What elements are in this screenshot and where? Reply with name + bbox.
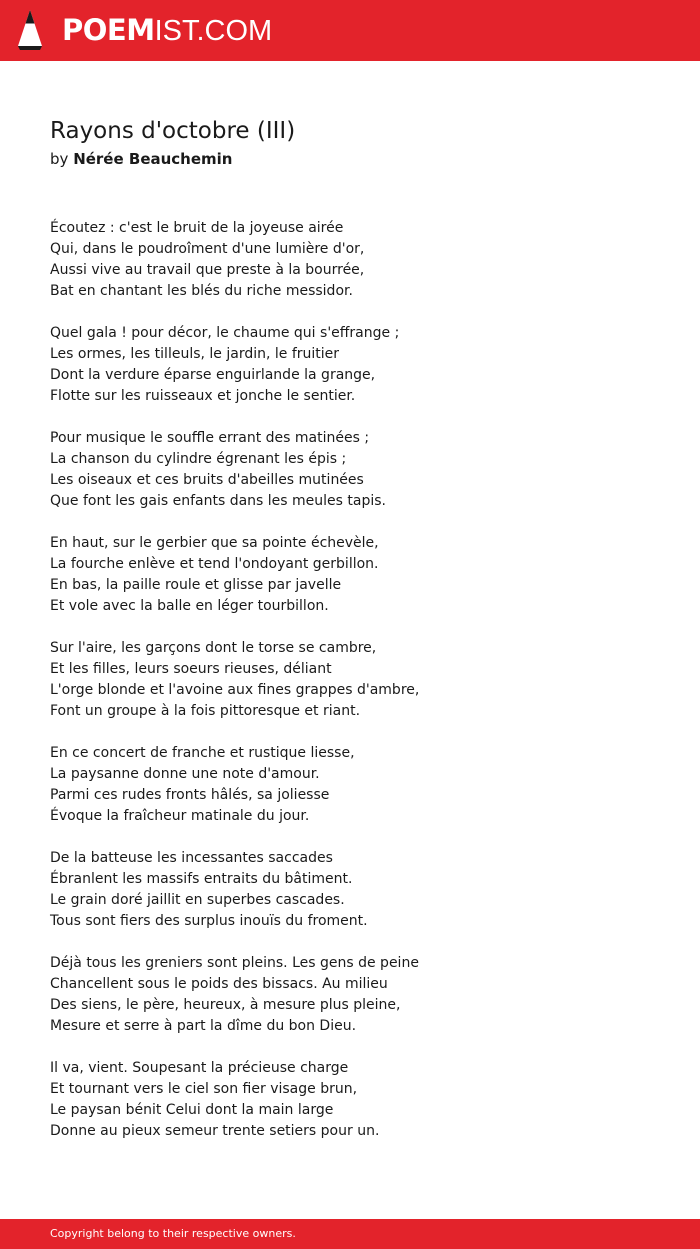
poem-body bbox=[50, 218, 650, 1163]
poem-line: Mesure et serre à part la dîme du bon Dieu. bbox=[50, 1018, 357, 1034]
poem-line: Et tournant vers le ciel son fier visage brun, bbox=[50, 1081, 358, 1097]
copyright-text: Copyright belong to their respective owners. bbox=[50, 1227, 296, 1240]
poem-line: Chancellent sous le poids des bissacs. Au milieu bbox=[50, 976, 388, 992]
poem-line: Ébranlent les massifs entraits du bâtiment. bbox=[50, 871, 353, 887]
poem-line: Et les filles, leurs soeurs rieuses, déliant bbox=[50, 661, 332, 677]
poem-line: Les ormes, les tilleuls, le jardin, le fruitier bbox=[50, 346, 340, 362]
poem-author: Nérée Beauchemin bbox=[73, 150, 233, 168]
site-logo[interactable] bbox=[62, 12, 272, 48]
poem-line: Bat en chantant les blés du riche messidor. bbox=[50, 283, 353, 299]
stanza bbox=[50, 848, 650, 932]
poem-line: Le paysan bénit Celui dont la main large bbox=[50, 1102, 334, 1118]
poem-title: Rayons d'octobre (III) bbox=[50, 118, 296, 144]
by-label: by bbox=[50, 150, 69, 168]
poem-line: Tous sont fiers des surplus inouïs du froment. bbox=[50, 913, 368, 929]
poem-line: Qui, dans le poudroîment d'une lumière d'or, bbox=[50, 241, 365, 257]
poem-line: Donne au pieux semeur trente setiers pour un. bbox=[50, 1123, 380, 1139]
pencil-tip-icon[interactable] bbox=[16, 8, 44, 52]
poem-line: Il va, vient. Soupesant la précieuse charge bbox=[50, 1060, 349, 1076]
stanza bbox=[50, 1058, 650, 1142]
poem-line: La paysanne donne une note d'amour. bbox=[50, 766, 320, 782]
poem-line: Déjà tous les greniers sont pleins. Les gens de peine bbox=[50, 955, 419, 971]
poem-line: Le grain doré jaillit en superbes cascades. bbox=[50, 892, 345, 908]
site-header bbox=[0, 0, 700, 61]
stanza bbox=[50, 323, 650, 407]
stanza bbox=[50, 638, 650, 722]
stanza bbox=[50, 533, 650, 617]
poem-line: Écoutez : c'est le bruit de la joyeuse airée bbox=[50, 220, 344, 236]
poem-line: En ce concert de franche et rustique liesse, bbox=[50, 745, 355, 761]
poem-line: Font un groupe à la fois pittoresque et riant. bbox=[50, 703, 361, 719]
poem-line: De la batteuse les incessantes saccades bbox=[50, 850, 333, 866]
stanza bbox=[50, 743, 650, 827]
poem-line: Flotte sur les ruisseaux et jonche le sentier. bbox=[50, 388, 356, 404]
poem-line: Évoque la fraîcheur matinale du jour. bbox=[50, 808, 310, 824]
stanza bbox=[50, 428, 650, 512]
poem-byline bbox=[50, 148, 232, 170]
stanza bbox=[50, 953, 650, 1037]
poem-line: Pour musique le souffle errant des matinées ; bbox=[50, 430, 370, 446]
poem-line: En haut, sur le gerbier que sa pointe échevèle, bbox=[50, 535, 379, 551]
poem-line: Quel gala ! pour décor, le chaume qui s'effrange ; bbox=[50, 325, 400, 341]
stanza bbox=[50, 218, 650, 302]
poem-line: La chanson du cylindre égrenant les épis ; bbox=[50, 451, 347, 467]
poem-line: Aussi vive au travail que preste à la bourrée, bbox=[50, 262, 365, 278]
poem-line: Parmi ces rudes fronts hâlés, sa joliesse bbox=[50, 787, 330, 803]
poem-line: En bas, la paille roule et glisse par javelle bbox=[50, 577, 342, 593]
poem-line: Et vole avec la balle en léger tourbillon. bbox=[50, 598, 329, 614]
poem-line: La fourche enlève et tend l'ondoyant gerbillon. bbox=[50, 556, 379, 572]
poem-line: Dont la verdure éparse enguirlande la grange, bbox=[50, 367, 376, 383]
logo-text-light: IST.COM bbox=[154, 15, 273, 47]
poem-line: Les oiseaux et ces bruits d'abeilles mutinées bbox=[50, 472, 364, 488]
poem-line: Sur l'aire, les garçons dont le torse se cambre, bbox=[50, 640, 377, 656]
logo-text-bold: POEM bbox=[62, 13, 155, 47]
poem-line: L'orge blonde et l'avoine aux fines grappes d'ambre, bbox=[50, 682, 420, 698]
site-footer bbox=[0, 1219, 700, 1249]
poem-line: Que font les gais enfants dans les meules tapis. bbox=[50, 493, 386, 509]
poem-line: Des siens, le père, heureux, à mesure plus pleine, bbox=[50, 997, 401, 1013]
